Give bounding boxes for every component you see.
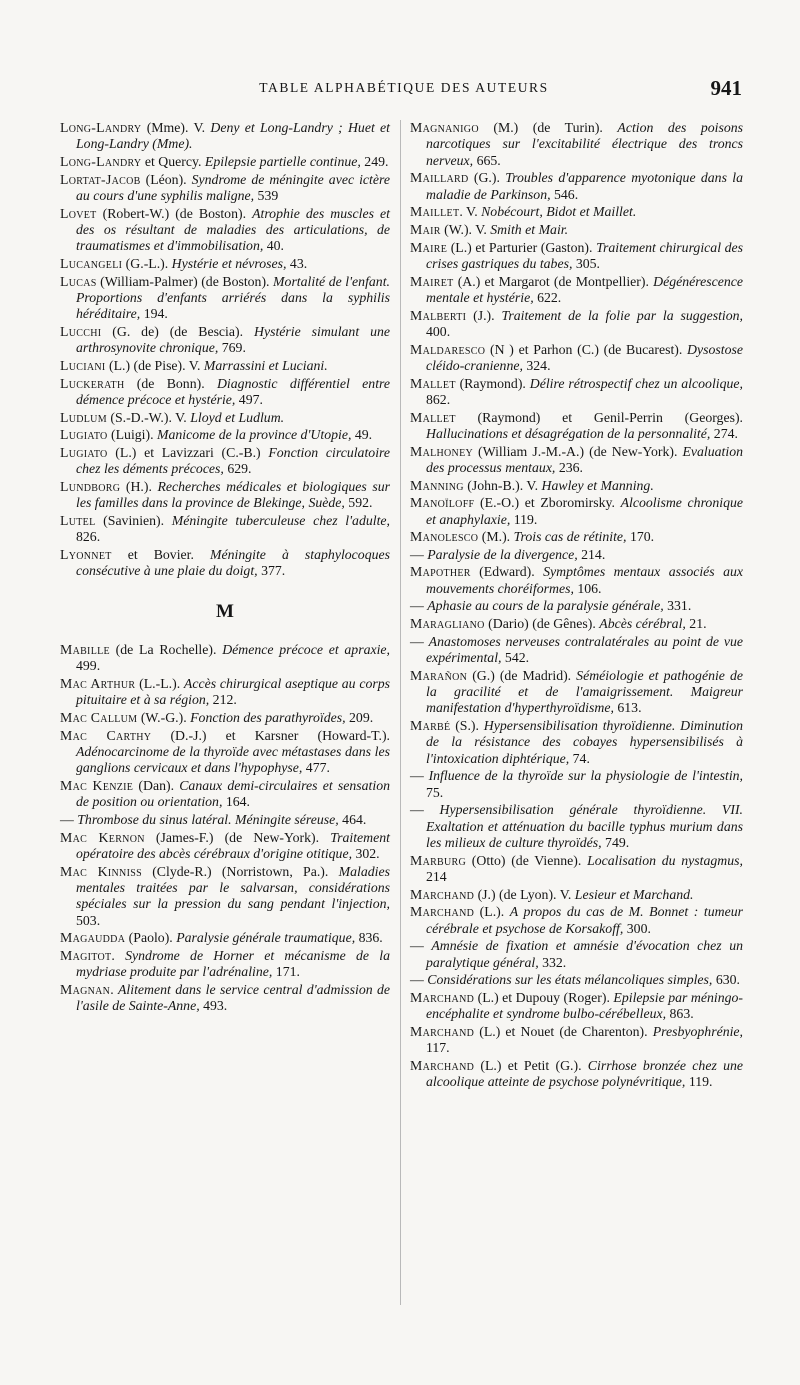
page-reference: 749.	[601, 835, 630, 851]
index-entry	[60, 982, 390, 1015]
author-details: (A.) et Margarot (de Montpellier).	[453, 273, 654, 289]
index-entry	[60, 812, 390, 828]
page-reference: 499.	[76, 658, 101, 674]
index-entry	[410, 972, 743, 988]
author-details: (L.) et Nouet (de Charenton).	[474, 1023, 653, 1039]
work-title: Deny et Long-Landry ; Huet et Long-Landry (Mme).	[76, 120, 390, 152]
page-reference: 117.	[426, 1040, 450, 1056]
author-name: Mapother	[410, 564, 471, 580]
index-entry	[60, 410, 390, 426]
index-entry	[410, 410, 743, 443]
work-title: Démence précoce et apraxie,	[222, 642, 391, 657]
page-reference: 331.	[663, 598, 692, 614]
work-title: Epilepsie par méningo-encéphalite et syndrome bulbo-cérébelleux,	[426, 989, 743, 1022]
work-title: Délire rétrospectif chez un alcoolique,	[529, 375, 743, 391]
author-details: . V.	[459, 204, 482, 220]
work-title: Amnésie de fixation et amnésie d'évocation chez un paralytique général,	[426, 938, 743, 970]
author-name: Lugiato	[60, 444, 108, 460]
author-details: (de Bonn).	[124, 375, 217, 391]
author-name: Mac Kinniss	[60, 863, 142, 879]
author-name: Mac Carthy	[60, 727, 152, 743]
author-details: et Quercy.	[141, 154, 205, 169]
author-name: Mac Callum	[60, 710, 138, 725]
author-name: Mair	[410, 222, 441, 237]
work-title: Adénocarcinome de la thyroïde avec métastases dans les ganglions cervicaux et dans l'hypophyse,	[76, 744, 390, 776]
author-details: (Savinien).	[95, 512, 172, 528]
page-reference: 274.	[710, 426, 738, 441]
index-entry	[410, 938, 743, 971]
right-entries-m	[410, 120, 743, 1091]
index-entry	[410, 495, 743, 528]
page-reference: 836.	[355, 930, 383, 946]
author-name: Magitot	[60, 948, 112, 963]
index-entry	[60, 206, 390, 255]
author-name: Marchand	[410, 904, 475, 920]
author-name: Lovet	[60, 205, 97, 221]
author-name: Luckerath	[60, 375, 125, 391]
work-title: Smith et Mair.	[490, 222, 569, 237]
work-title: Recherches médicales et biologiques sur les familles dans la province de Blekinge, Suède,	[76, 478, 390, 511]
author-details: (James-F.) (de New-York).	[144, 829, 331, 845]
work-title: Hystérie simulant une arthrosynovite chronique,	[76, 324, 390, 356]
author-name: Lucas	[60, 273, 97, 289]
page-reference: 324.	[522, 358, 551, 373]
page-reference: 305.	[572, 256, 600, 271]
page-reference: 75.	[426, 784, 444, 800]
page-reference: 665.	[473, 152, 501, 168]
author-details: (G. de) (de Bescia).	[101, 324, 254, 339]
page-reference: 546.	[550, 186, 579, 202]
page-reference: 300.	[623, 920, 651, 936]
index-entry	[60, 256, 390, 272]
author-name: Maragliano	[410, 615, 485, 631]
author-details: (L.) et Dupouy (Roger).	[474, 989, 614, 1005]
work-title: Accès chirurgical aseptique au corps pituitaire et à sa région,	[76, 676, 390, 708]
author-details: (L.) et Lavizzari (C.-B.)	[107, 444, 269, 460]
right-column	[410, 120, 743, 1092]
author-name: Marañon	[410, 667, 468, 683]
index-entry	[60, 172, 390, 205]
section-letter: M	[216, 600, 234, 622]
page-reference: 21.	[685, 615, 707, 631]
page-reference: 613.	[613, 700, 642, 716]
author-details: (S.-D.-W.). V.	[106, 409, 191, 425]
author-name: Mairet	[410, 273, 454, 289]
index-entry	[410, 342, 743, 375]
author-name: Mabille	[60, 642, 110, 657]
author-name: Long-Landry	[60, 120, 142, 135]
page-reference: 863.	[666, 1006, 694, 1022]
work-title: Alcoolisme chronique et anaphylaxie,	[426, 495, 743, 527]
page-number: 941	[710, 76, 742, 100]
index-entry	[60, 154, 390, 170]
work-title: Mortalité de l'enfant. Proportions d'enfants arriérés dans la syphilis héréditaire,	[76, 273, 390, 322]
work-title: Fonction circulatoire chez les déments précoces,	[76, 444, 391, 477]
index-entry	[410, 308, 743, 341]
page-reference: 40.	[263, 238, 284, 254]
author-details: (G.) (de Madrid).	[467, 667, 577, 683]
page-reference: 49.	[351, 427, 373, 443]
running-title: TABLE ALPHABÉTIQUE DES AUTEURS	[259, 80, 549, 95]
page-reference: 622.	[533, 290, 562, 305]
author-details: (Edward).	[470, 564, 544, 580]
page-reference: 164.	[222, 794, 250, 810]
author-details: (Raymond) et Genil-Perrin (Georges).	[455, 409, 743, 425]
index-entry	[410, 274, 743, 307]
author-name: Marburg	[410, 852, 467, 868]
author-name: Manning	[410, 477, 464, 493]
author-name: Ludlum	[60, 409, 107, 425]
author-name: Manoïloff	[410, 495, 475, 511]
author-name: Magnan	[60, 982, 111, 997]
author-details: (L.-L.).	[135, 676, 184, 691]
author-details: (Raymond).	[455, 375, 530, 391]
index-entry	[60, 324, 390, 357]
author-details: (M.) (de Turin).	[478, 120, 618, 135]
work-title: Cirrhose bronzée chez une alcoolique atteinte de psychose polynévritique,	[426, 1057, 743, 1090]
work-title: Hystérie et névroses,	[171, 256, 287, 271]
index-entry	[60, 830, 390, 863]
work-title: Dysostose cléido-cranienne,	[426, 341, 743, 373]
author-name: Malberti	[410, 307, 467, 323]
work-title: Séméiologie et pathogénie de la gracilité et de l'amaigrissement. Maigreur manifestation d'hyperthyroïdisme,	[426, 667, 743, 716]
work-title: Méningite à staphylocoques consécutive à une plaie du doigt,	[76, 546, 390, 579]
work-title: Influence de la thyroïde sur la physiologie de l'intestin,	[428, 768, 744, 784]
author-details: —	[410, 972, 428, 988]
author-details: (W.). V.	[440, 222, 491, 237]
page-reference: 332.	[538, 954, 567, 970]
work-title: Alitement dans le service central d'admission de l'asile de Sainte-Anne,	[76, 982, 390, 1014]
work-title: Traitement opératoire des abcès cérébraux d'origine otitique,	[76, 829, 390, 861]
author-details: (Mme). V.	[141, 120, 211, 135]
author-details: (S.).	[450, 717, 484, 733]
work-title: Paralysie de la divergence,	[427, 546, 578, 562]
index-entry	[410, 668, 743, 717]
work-title: Hallucinations et désagrégation de la personnalité,	[426, 426, 711, 441]
author-details: (Otto) (de Vienne).	[466, 852, 588, 868]
page-reference: 212.	[209, 692, 237, 708]
author-name: Lucangeli	[60, 256, 123, 271]
work-title: Marrassini et Luciani.	[203, 358, 328, 373]
page-reference: 477.	[302, 760, 330, 776]
left-column	[60, 120, 390, 1016]
page-reference: 106.	[573, 580, 602, 596]
author-details: (W.-G.).	[137, 710, 191, 725]
author-name: Marchand	[410, 886, 475, 902]
author-name: Lugiato	[60, 427, 108, 443]
author-name: Lucchi	[60, 324, 102, 339]
author-name: Magnanigo	[410, 120, 479, 135]
author-details: —	[410, 633, 429, 649]
page-header	[66, 76, 742, 102]
author-details: (L.) et Petit (G.).	[474, 1057, 588, 1073]
index-entry	[60, 376, 390, 409]
author-details: (de La Rochelle).	[109, 642, 223, 657]
index-entry	[410, 120, 743, 169]
index-entry	[410, 204, 743, 220]
index-entry	[60, 445, 390, 478]
index-entry	[60, 864, 390, 930]
author-name: Maillet	[410, 204, 460, 220]
author-name: Maire	[410, 239, 448, 255]
work-title: Manicome de la province d'Utopie,	[157, 427, 352, 443]
index-entry	[60, 513, 390, 546]
author-details: .	[110, 982, 118, 997]
author-details: —	[410, 546, 428, 562]
work-title: Traitement de la folie par la suggestion,	[501, 307, 743, 323]
page-reference: 236.	[555, 460, 583, 475]
page-reference: 194.	[140, 306, 168, 322]
author-details: (L.) (de Pise). V.	[105, 358, 204, 373]
author-name: Lutel	[60, 512, 96, 528]
author-details: (G.).	[468, 170, 506, 186]
author-name: Luciani	[60, 358, 106, 373]
author-details: (Clyde-R.) (Norristown, Pa.).	[141, 863, 339, 879]
page-reference: 209.	[345, 710, 374, 725]
index-entry	[60, 710, 390, 726]
page-reference: 214	[426, 869, 447, 885]
page-reference: 464.	[338, 812, 367, 827]
page-reference: 629.	[223, 461, 252, 477]
index-entry	[60, 274, 390, 323]
author-details: (John-B.). V.	[463, 477, 542, 493]
page-reference: 249.	[360, 154, 389, 169]
page-reference: 592.	[344, 495, 373, 511]
index-entry	[410, 444, 743, 477]
work-title: Lloyd et Ludlum.	[190, 409, 285, 425]
author-name: Marchand	[410, 989, 475, 1005]
index-entry	[410, 904, 743, 937]
left-entries-l	[60, 120, 390, 580]
index-entry	[410, 768, 743, 801]
index-entry	[410, 1024, 743, 1057]
author-details: —	[60, 812, 78, 827]
author-details: (J.) (de Lyon). V.	[474, 886, 575, 902]
work-title: Abcès cérébral,	[599, 615, 686, 631]
index-entry	[410, 376, 743, 409]
page-reference: 119.	[685, 1074, 713, 1090]
index-entry	[410, 634, 743, 667]
page-reference: 503.	[76, 912, 101, 928]
author-details: et Bovier.	[111, 546, 210, 562]
author-name: Lundborg	[60, 478, 121, 494]
index-entry	[60, 676, 390, 709]
author-details: (G.-L.).	[122, 256, 172, 271]
index-entry	[410, 598, 743, 614]
page-reference: 302.	[352, 846, 380, 861]
work-title: Paralysie générale traumatique,	[176, 930, 356, 946]
author-details: —	[410, 938, 432, 954]
index-entry	[410, 564, 743, 597]
author-details: (M.).	[478, 529, 514, 545]
author-name: Mallet	[410, 409, 456, 425]
work-title: Traitement chirurgical des crises gastriques du tabes,	[426, 239, 744, 271]
author-details: —	[410, 768, 429, 784]
page-reference: 377.	[257, 563, 286, 579]
page-reference: 214.	[577, 546, 606, 562]
work-title: Evaluation des processus mentaux,	[426, 443, 743, 475]
work-title: Fonction des parathyroïdes,	[190, 710, 346, 725]
page-reference: 74.	[569, 750, 590, 766]
work-title: Troubles d'apparence myotonique dans la maladie de Parkinson,	[426, 170, 743, 202]
work-title: Considérations sur les états mélancoliques simples,	[427, 972, 713, 988]
index-entry	[410, 547, 743, 563]
author-name: Mac Arthur	[60, 676, 136, 691]
index-entry	[60, 479, 390, 512]
author-details: (Paolo).	[125, 930, 177, 946]
author-details: (Dan).	[133, 778, 180, 793]
author-details: (William-Palmer) (de Boston).	[96, 273, 274, 289]
author-details: (Léon).	[140, 171, 192, 187]
index-entry	[410, 887, 743, 903]
work-title: A propos du cas de M. Bonnet : tumeur cérébrale et psychose de Korsakoff,	[426, 904, 743, 936]
index-entry	[60, 547, 390, 580]
page-reference: 539	[254, 188, 279, 203]
column-divider	[400, 120, 401, 1305]
author-name: Marchand	[410, 1057, 475, 1073]
author-name: Manolesco	[410, 529, 479, 545]
index-entry	[60, 427, 390, 443]
author-name: Marbé	[410, 717, 451, 733]
index-entry	[410, 802, 743, 851]
index-entry	[410, 529, 743, 545]
work-title: Lesieur et Marchand.	[574, 886, 694, 902]
work-title: Aphasie au cours de la paralysie générale,	[427, 598, 664, 614]
work-title: Maladies mentales traitées par le salvarsan, considérations spéciales sur la pression du sang pendant l'injection,	[76, 863, 390, 912]
index-entry	[60, 930, 390, 946]
page-reference: 826.	[76, 529, 101, 545]
work-title: Canaux demi-circulaires et sensation de position ou orientation,	[76, 778, 390, 810]
index-entry	[60, 778, 390, 811]
work-title: Méningite tuberculeuse chez l'adulte,	[171, 512, 390, 528]
index-entry	[60, 948, 390, 981]
work-title: Thrombose du sinus latéral. Méningite séreuse,	[77, 812, 339, 827]
work-title: Localisation du nystagmus,	[587, 852, 743, 868]
author-name: Maldaresco	[410, 341, 486, 357]
author-details: (L.) et Parturier (Gaston).	[447, 239, 597, 255]
author-name: Mallet	[410, 375, 456, 391]
work-title: Hypersensibilisation thyroïdienne. Diminution de la résistance des cobayes hypersensibilisés à l'intoxication diphtérique,	[426, 717, 743, 766]
work-title: Diagnostic différentiel entre démence précoce et hystérie,	[76, 375, 391, 407]
page-reference: 493.	[199, 998, 228, 1014]
index-entry	[60, 120, 390, 153]
index-entry	[410, 718, 743, 767]
work-title: Trois cas de rétinite,	[513, 529, 627, 545]
author-details: —	[410, 802, 440, 818]
page-reference: 862.	[426, 392, 451, 407]
author-details: (E.-O.) et Zboromirsky.	[474, 495, 621, 511]
author-details: (Luigi).	[107, 427, 158, 443]
author-name: Long-Landry	[60, 154, 142, 169]
index-entry	[410, 853, 743, 886]
page-reference: 400.	[426, 324, 451, 339]
author-name: Maillard	[410, 170, 469, 186]
work-title: Epilepsie partielle continue,	[204, 154, 361, 169]
author-name: Magaudda	[60, 930, 126, 946]
page-reference: 170.	[626, 529, 655, 545]
author-details: (D.-J.) et Karsner (Howard-T.).	[151, 727, 391, 743]
author-details: —	[410, 598, 428, 614]
page-reference: 542.	[501, 649, 530, 665]
author-details: (H.).	[120, 478, 158, 494]
page-reference: 43.	[286, 256, 308, 271]
page-reference: 769.	[218, 340, 246, 356]
author-details: (William J.-M.-A.) (de New-York).	[473, 443, 683, 459]
index-entry	[410, 170, 743, 203]
author-name: Marchand	[410, 1023, 475, 1039]
index-entry	[410, 1058, 743, 1091]
work-title: Anastomoses nerveuses contralatérales au point de vue expérimental,	[426, 633, 743, 665]
author-details: (Robert-W.) (de Boston).	[96, 205, 253, 221]
page-reference: 630.	[712, 972, 740, 988]
author-details: (J.).	[466, 307, 502, 323]
work-title: Nobécourt, Bidot et Maillet.	[481, 204, 637, 220]
page-reference: 119.	[510, 511, 538, 527]
work-title: Symptômes mentaux associés aux mouvements choréiformes,	[426, 564, 743, 596]
index-entry	[410, 990, 743, 1023]
index-entry	[60, 728, 390, 777]
work-title: Dégénérescence mentale et hystérie,	[426, 273, 743, 305]
work-title: Presbyophrénie,	[652, 1023, 743, 1039]
work-title: Hawley et Manning.	[541, 477, 654, 493]
index-entry	[60, 358, 390, 374]
index-entry	[410, 616, 743, 632]
author-name: Lortat-Jacob	[60, 171, 141, 187]
page-reference: 497.	[235, 392, 263, 407]
work-title: Action des poisons narcotiques sur l'excitabilité électrique des troncs nerveux,	[426, 120, 743, 168]
index-entry	[410, 240, 743, 273]
author-name: Mac Kernon	[60, 829, 145, 845]
index-entry	[410, 478, 743, 494]
left-entries-m	[60, 642, 390, 1015]
work-title: Syndrome de Horner et mécanisme de la mydriase produite par l'adrénaline,	[76, 948, 390, 980]
page-reference: 171.	[272, 964, 300, 980]
author-details: (L.).	[474, 904, 510, 920]
author-name: Mac Kenzie	[60, 778, 134, 793]
author-details: (Dario) (de Gênes).	[484, 615, 600, 631]
index-entry	[410, 222, 743, 238]
work-title: Atrophie des muscles et des os résultant de maladies des articulations, de traumatismes et d'immobilisation,	[76, 205, 390, 254]
index-entry	[60, 642, 390, 675]
author-details: (N ) et Parhon (C.) (de Bucarest).	[485, 341, 688, 357]
author-name: Lyonnet	[60, 546, 112, 562]
author-details: .	[111, 948, 126, 963]
author-name: Malhoney	[410, 443, 473, 459]
work-title: Hypersensibilisation générale thyroïdienne. VII. Exaltation et atténuation du bacille typhus murium dans les milieux de culture thyroïdés,	[426, 802, 743, 851]
work-title: Syndrome de méningite avec ictère au cours d'une syphilis maligne,	[76, 171, 390, 203]
